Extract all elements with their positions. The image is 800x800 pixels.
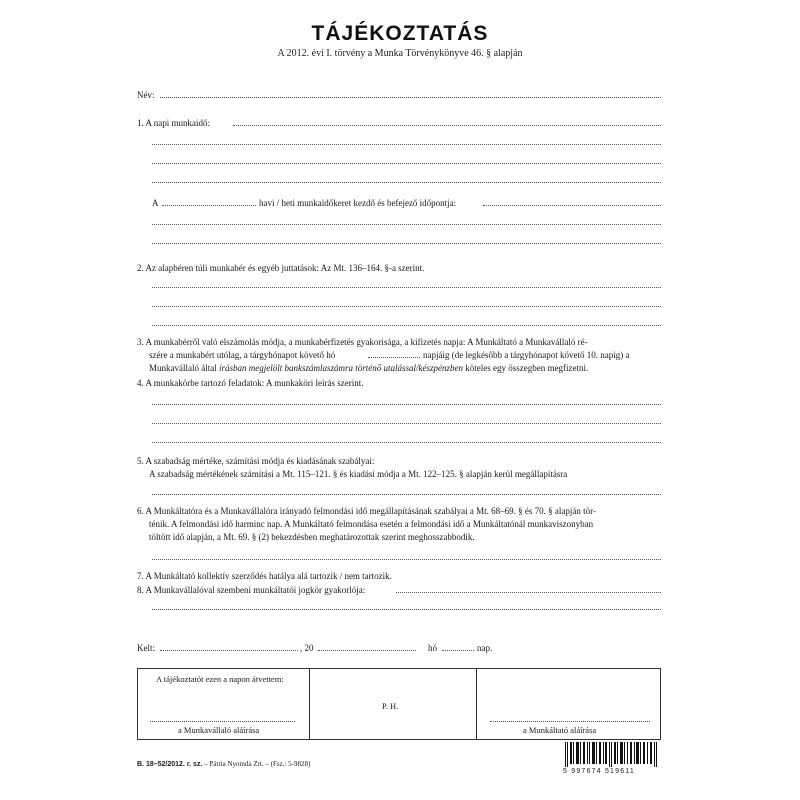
daily-worktime-field[interactable] (233, 125, 661, 126)
worktime-frame-field[interactable] (162, 205, 256, 206)
kelt-label: Kelt: (137, 643, 155, 653)
kelt-year-prefix: , 20 (300, 643, 314, 653)
section-3-line-2b: napjáig (de legkésőbb a tárgyhónapot követő 10. napig) a (423, 350, 630, 360)
document-subtitle: A 2012. évi I. törvény a Munka Törvénykönyve 46. § alapján (277, 48, 523, 59)
section-1-a-prefix: A (152, 198, 159, 208)
section-1-a-text: havi / heti munkaidőkeret kezdő és befejező időpontja: (259, 198, 457, 208)
employer-signature-line[interactable] (490, 721, 650, 722)
employer-signature-label: a Munkáltató aláírása (523, 725, 597, 735)
section-3-line-3: Munkavállaló által írásban megjelölt bankszámlaszámra történő utalással/készpénzben köteles egy összegben megfizetni. (149, 363, 589, 373)
section-6-line-3: töltött idő alapján, a Mt. 69. § (2) bekezdésben meghatározottak szerint meghosszabbodik. (149, 532, 475, 542)
barcode-digits: 5 997674 519611 (563, 768, 635, 775)
section-4-label: 4. A munkakörbe tartozó feladatok: A munkaköri leírás szerint. (137, 378, 364, 388)
worktime-frame-line-3[interactable] (152, 243, 661, 244)
kelt-year-field[interactable] (318, 650, 416, 651)
section-2-line-1[interactable] (152, 287, 661, 288)
worktime-frame-line-2[interactable] (152, 224, 661, 225)
document-title: TÁJÉKOZTATÁS (311, 22, 489, 45)
payday-field[interactable] (368, 357, 420, 358)
daily-worktime-line-4[interactable] (152, 182, 661, 183)
form-code: B. 18–52/2012. r. sz. – Pátria Nyomda Zrt. – (Fsz.: 5-9828) (137, 760, 311, 768)
section-7-label: 7. A Munkáltató kollektív szerződés hatálya alá tartozik / nem tartozik. (137, 571, 392, 581)
section-4-line-1[interactable] (152, 404, 661, 405)
section-8-label: 8. A Munkavállalóval szembeni munkáltatói jogkör gyakorlója: (137, 585, 366, 595)
section-6-line-1: 6. A Munkáltatóra és a Munkavállalóra irányadó felmondási idő megállapításának szabályai a Mt. 68–69. § és 70. § alapján tör- (137, 506, 596, 516)
daily-worktime-line-2[interactable] (152, 144, 661, 145)
kelt-day-label: nap. (477, 643, 493, 653)
section-5-line-2: A szabadság mértékének számítási a Mt. 115–121. § és kiadási módja a Mt. 122–125. § alapján kerül megállapításra (149, 469, 568, 479)
stamp-label: P. H. (382, 701, 399, 711)
section-5-line-1: 5. A szabadság mértéke, számítási módja és kiadásának szabályai: (137, 456, 375, 466)
section-2-line-2[interactable] (152, 306, 661, 307)
section-3-line-2a: szére a munkabért utólag, a tárgyhónapot követő hó (149, 350, 336, 360)
worktime-frame-start-end-field[interactable] (483, 205, 661, 206)
received-text: A tájékoztatót ezen a napon átvettem: (156, 674, 284, 684)
section-3-line-1: 3. A munkabérről való elszámolás módja, a munkabérfizetés gyakorisága, a kifizetés napja: A Munkáltató a Munkavállaló ré- (137, 337, 588, 347)
section-1-label: 1. A napi munkaidő: (137, 118, 210, 128)
section-4-line-2[interactable] (152, 423, 661, 424)
section-5-line[interactable] (152, 494, 661, 495)
name-field[interactable] (160, 97, 661, 98)
section-6-line[interactable] (152, 559, 661, 560)
daily-worktime-line-3[interactable] (152, 163, 661, 164)
kelt-place-field[interactable] (160, 650, 298, 651)
kelt-month-label: hó (428, 643, 437, 653)
kelt-day-field[interactable] (442, 650, 474, 651)
section-6-line-2: ténik. A felmondási idő harminc nap. A Munkáltató felmondása esetén a felmondási idő a Munkáltatónál munkaviszonyban (149, 519, 594, 529)
barcode-icon (565, 742, 660, 767)
section-4-line-3[interactable] (152, 442, 661, 443)
name-label: Név: (137, 90, 155, 100)
employer-authority-field[interactable] (396, 592, 661, 593)
employer-authority-line-2[interactable] (152, 609, 661, 610)
employee-signature-line[interactable] (150, 721, 295, 722)
signature-box (137, 668, 661, 740)
section-2-label: 2. Az alapbéren túli munkabér és egyéb juttatások: Az Mt. 136–164. §-a szerint. (137, 263, 425, 273)
section-2-line-3[interactable] (152, 325, 661, 326)
employee-signature-label: a Munkavállaló aláírása (178, 725, 260, 735)
